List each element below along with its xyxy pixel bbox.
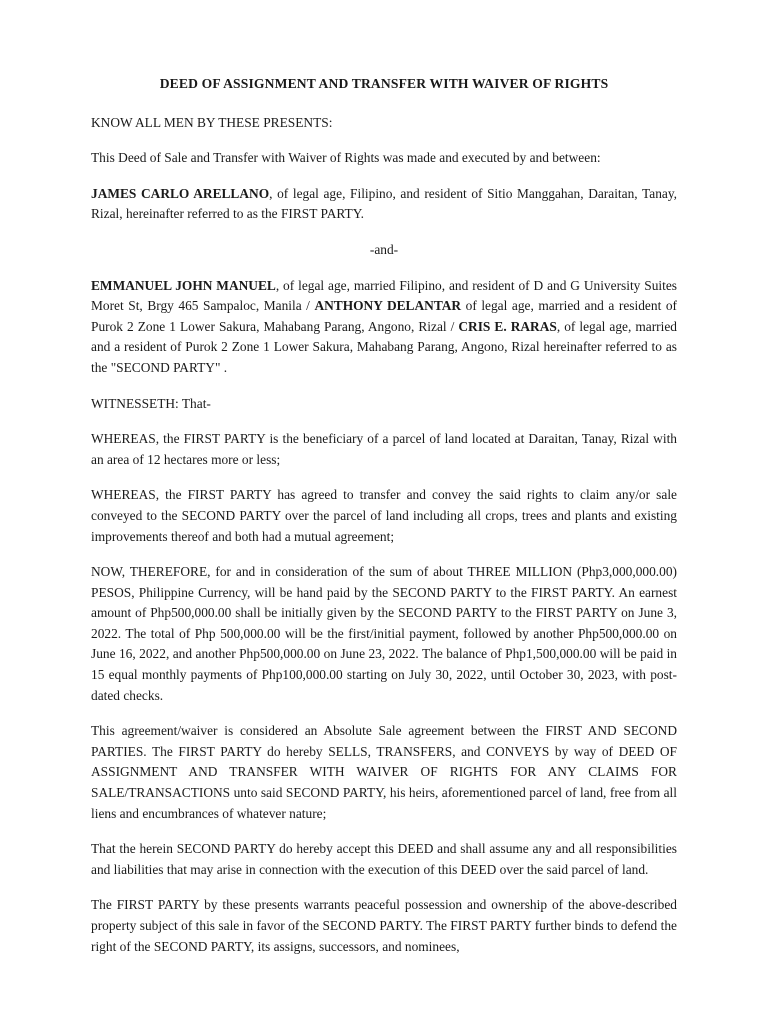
whereas-paragraph-2: WHEREAS, the FIRST PARTY has agreed to transfer and convey the said rights to claim any/or sale conveyed to the SECOND PARTY over the parcel of land including all crops, trees and plants and existing improvements thereof and both had a mutual agreement; — [91, 487, 677, 544]
document-body — [91, 74, 677, 957]
warranty-paragraph: The FIRST PARTY by these presents warrants peaceful possession and ownership of the above-described property subject of this sale in favor of the SECOND PARTY. The FIRST PARTY further binds to defend the right of the SECOND PARTY, its assigns, successors, and nominees, — [91, 897, 677, 954]
whereas-paragraph-1: WHEREAS, the FIRST PARTY is the beneficiary of a parcel of land located at Daraitan, Tanay, Rizal with an area of 12 hectares more or less; — [91, 431, 677, 467]
second-party-details-2: of legal age, married and a resident of Purok 2 Zone 1 Lower Sakura, Mahabang Parang, Angono, Rizal / — [91, 298, 677, 334]
now-therefore-paragraph: NOW, THEREFORE, for and in consideration of the sum of about THREE MILLION (Php3,000,000.00) PESOS, Philippine Currency, will be hand paid by the SECOND PARTY to the FIRST PARTY. An earnest amount of Php500,000.00 shall be initially given by the SECOND PARTY to the FIRST PARTY on June 3, 2022. The total of Php 500,000.00 will be the first/initial payment, followed by another Php500,000.00 on June 16, 2022, and another Php500,000.00 on June 23, 2022. The balance of Php1,500,000.00 will be paid in 15 equal monthly payments of Php100,000.00 starting on July 30, 2022, until October 30, 2023, with post-dated checks. — [91, 564, 677, 703]
acceptance-paragraph: That the herein SECOND PARTY do hereby accept this DEED and shall assume any and all responsibilities and liabilities that may arise in connection with the execution of this DEED over the said parcel of land. — [91, 841, 677, 877]
and-separator: -and- — [369, 241, 399, 257]
witnesseth-paragraph: WITNESSETH: That- — [91, 395, 211, 411]
second-party-name-2: ANTHONY DELANTAR — [314, 298, 462, 314]
second-party-name-3: CRIS E. RARAS — [458, 318, 557, 334]
intro-paragraph: KNOW ALL MEN BY THESE PRESENTS: — [91, 114, 333, 130]
second-party-details-1: , of legal age, married Filipino, and resident of D and G University Suites Moret St, Brgy 465 Sampaloc, Manila / — [91, 277, 677, 314]
preamble-paragraph: This Deed of Sale and Transfer with Waiver of Rights was made and executed by and between: — [91, 150, 601, 166]
second-party-details-3: , of legal age, married and a resident of Purok 2 Zone 1 Lower Sakura, Mahabang Parang, Angono, Rizal hereinafter referred to as the "SECOND PARTY" . — [91, 318, 677, 375]
first-party-name: JAMES CARLO ARELLANO — [91, 185, 270, 201]
first-party-details: , of legal age, Filipino, and resident of Sitio Manggahan, Daraitan, Tanay, Rizal, hereinafter referred to as the FIRST PARTY. — [91, 185, 678, 222]
first-party-paragraph — [91, 184, 677, 225]
document-title: DEED OF ASSIGNMENT AND TRANSFER WITH WAIVER OF RIGHTS — [159, 76, 609, 91]
agreement-paragraph: This agreement/waiver is considered an Absolute Sale agreement between the FIRST AND SECOND PARTIES. The FIRST PARTY do hereby SELLS, TRANSFERS, and CONVEYS by way of DEED OF ASSIGNMENT AND TRANSFER WITH WAIVER OF RIGHTS FOR ANY CLAIMS FOR SALE/TRANSACTIONS unto said SECOND PARTY, his heirs, aforementioned parcel of land, free from all liens and encumbrances of whatever nature; — [91, 723, 677, 821]
second-party-name-1: EMMANUEL JOHN MANUEL — [91, 277, 276, 293]
second-party-paragraph — [91, 276, 677, 379]
